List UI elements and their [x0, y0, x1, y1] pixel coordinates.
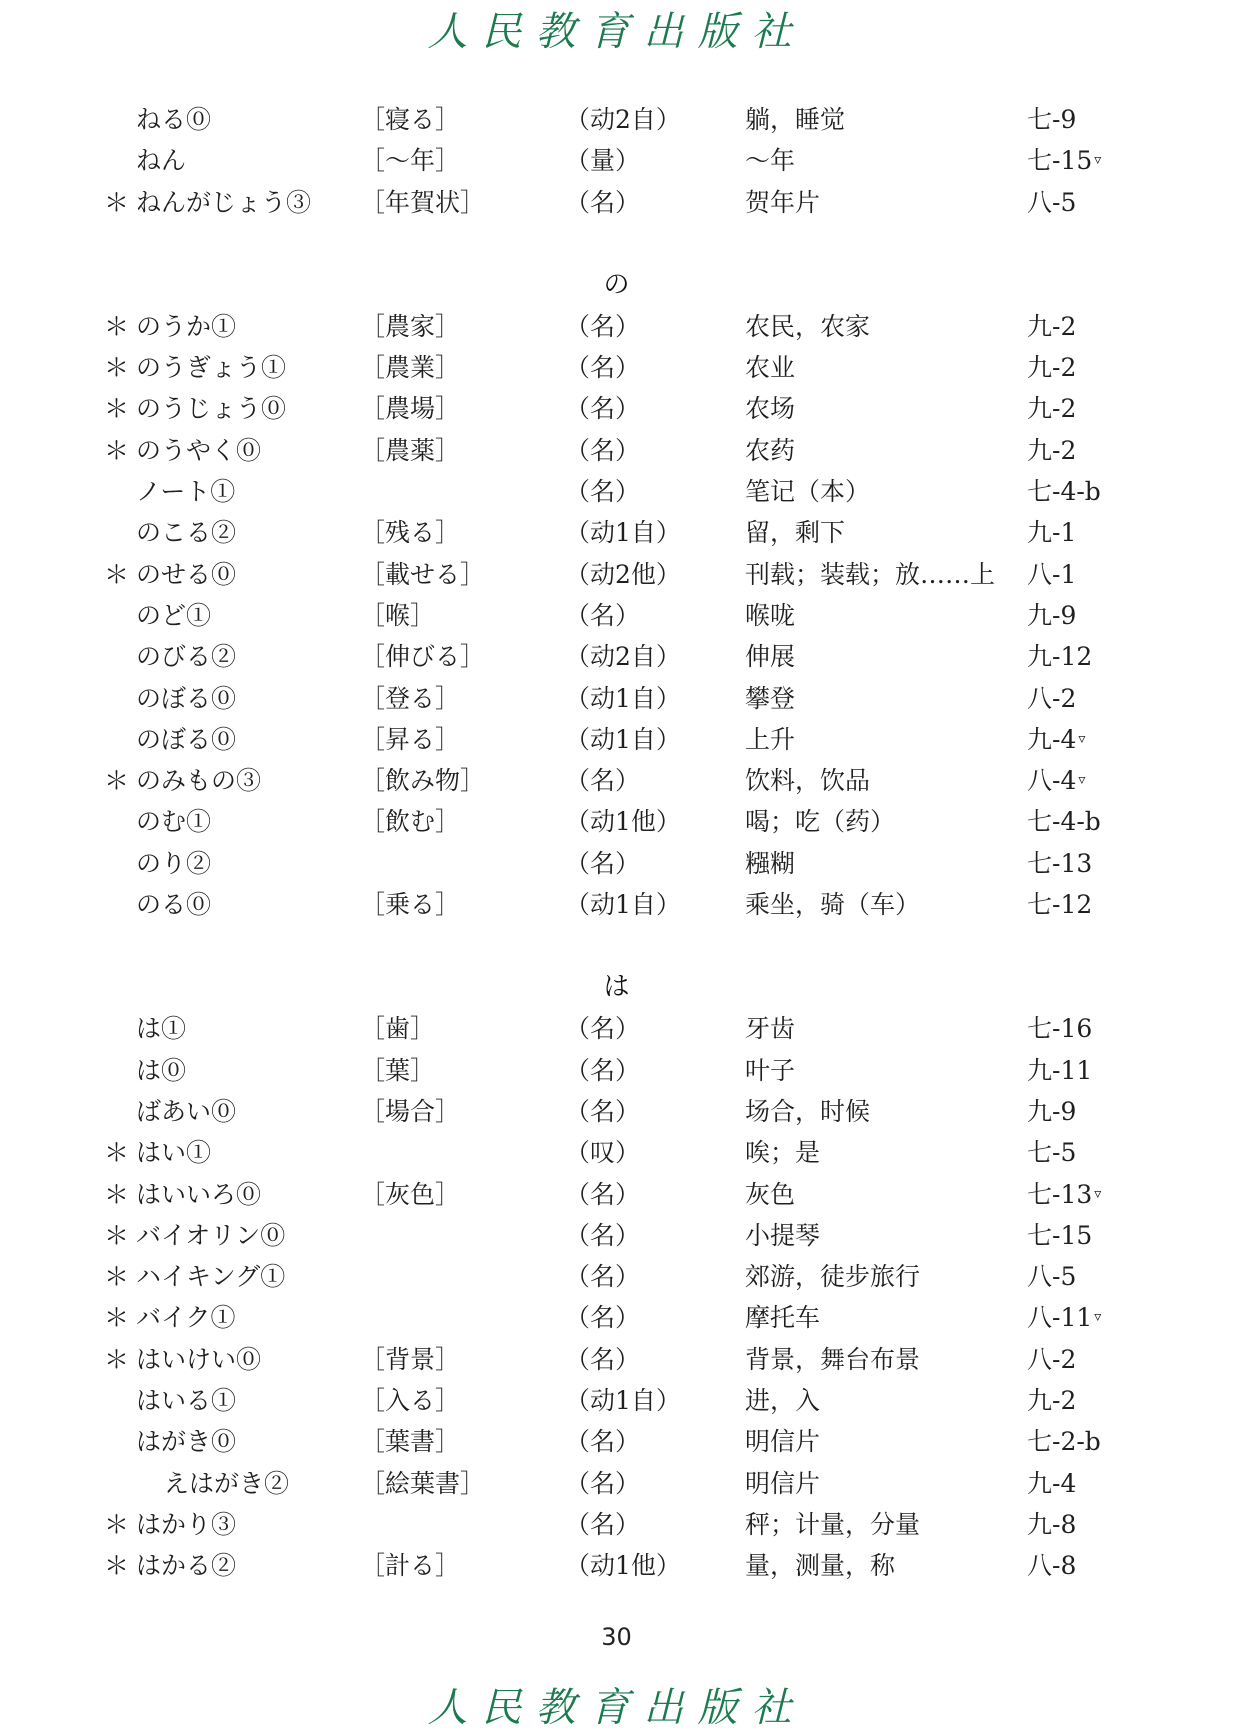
entry-part-of-speech: （名）	[565, 1014, 641, 1044]
entry-meaning: 明信片	[745, 1468, 821, 1498]
lesson-label: 八-8	[1027, 1551, 1077, 1581]
entry-part-of-speech: （名）	[565, 600, 641, 630]
glossary-entry	[0, 1008, 1233, 1049]
lesson-label: 七-13	[1027, 848, 1093, 878]
entry-lesson	[1027, 760, 1085, 801]
entry-part-of-speech: （动1自）	[565, 1386, 681, 1416]
glossary-entry	[0, 554, 1233, 595]
entry-meaning: 上升	[745, 724, 796, 754]
entry-meaning: 进，入	[745, 1386, 821, 1416]
entry-kanji: ［葉書］	[360, 1427, 461, 1457]
entry-part-of-speech: （动1自）	[565, 890, 681, 920]
entry-lesson	[1027, 1297, 1101, 1338]
entry-lesson	[1027, 843, 1092, 884]
triangle-mark-icon: ▿	[1094, 1185, 1102, 1202]
entry-meaning: 场合，时候	[745, 1096, 871, 1126]
entry-kanji: ［伸びる］	[360, 642, 486, 672]
new-word-marker: ＊	[104, 766, 130, 796]
glossary-entry	[0, 140, 1233, 181]
entry-lesson	[1027, 1008, 1092, 1049]
entry-kanji: ［乗る］	[360, 890, 461, 920]
section-heading: の	[603, 269, 630, 300]
entry-lesson	[1027, 99, 1076, 140]
entry-kanji: ［場合］	[360, 1096, 461, 1126]
entry-kanji: ［寝る］	[360, 105, 461, 134]
glossary-entry	[0, 678, 1233, 719]
entry-meaning: 量，测量，称	[745, 1551, 896, 1581]
glossary-entry	[0, 1339, 1233, 1380]
entry-kanji: ［絵葉書］	[360, 1468, 486, 1498]
entry-reading: ねん	[136, 146, 187, 176]
new-word-marker: ＊	[104, 394, 130, 424]
entry-meaning: 留，剩下	[745, 518, 846, 548]
entry-reading: はかる②	[136, 1551, 237, 1581]
entry-reading: ねんがじょう③	[136, 187, 312, 217]
entry-meaning: 笔记（本）	[745, 477, 871, 507]
new-word-marker: ＊	[104, 1509, 130, 1539]
entry-lesson	[1027, 182, 1076, 223]
lesson-label: 七-15	[1027, 1220, 1093, 1250]
entry-meaning: 明信片	[745, 1427, 821, 1457]
lesson-label: 八-11	[1027, 1303, 1093, 1333]
entry-part-of-speech: （名）	[565, 1509, 641, 1539]
glossary-entry	[0, 471, 1233, 512]
entry-reading: のうじょう⓪	[136, 394, 287, 424]
entry-part-of-speech: （名）	[565, 311, 641, 341]
lesson-label: 八-4	[1027, 766, 1077, 796]
lesson-label: 九-2	[1027, 311, 1077, 341]
lesson-label: 九-9	[1027, 1096, 1077, 1126]
entry-lesson	[1027, 471, 1101, 512]
glossary-entry	[0, 1091, 1233, 1132]
entry-meaning: 躺，睡觉	[745, 105, 846, 134]
entry-reading: のこる②	[136, 518, 237, 548]
entry-reading: ハイキング①	[136, 1262, 286, 1292]
entry-kanji: ［年賀状］	[360, 187, 486, 217]
lesson-label: 九-2	[1027, 353, 1077, 383]
entry-part-of-speech: （叹）	[565, 1138, 641, 1168]
entry-reading: はいけい⓪	[136, 1344, 262, 1374]
entry-lesson	[1027, 1380, 1076, 1421]
entry-meaning: 糨糊	[745, 848, 796, 878]
entry-reading: のみもの③	[136, 766, 262, 796]
entry-lesson	[1027, 595, 1076, 636]
section-gap	[0, 925, 1233, 967]
entry-reading: のうか①	[136, 311, 237, 341]
entry-lesson	[1027, 554, 1076, 595]
entry-kanji: ［喉］	[360, 600, 436, 630]
entry-lesson	[1027, 1545, 1076, 1586]
entry-meaning: 秤；计量，分量	[745, 1509, 921, 1539]
entry-lesson	[1027, 1091, 1076, 1132]
entry-kanji: ［飲み物］	[360, 766, 486, 796]
new-word-marker: ＊	[104, 435, 130, 465]
entry-meaning: 农药	[745, 435, 796, 465]
glossary-entry	[0, 636, 1233, 677]
entry-meaning: 农场	[745, 394, 796, 424]
entry-reading: は①	[136, 1014, 187, 1044]
new-word-marker: ＊	[104, 1551, 130, 1581]
entry-meaning: 叶子	[745, 1055, 796, 1085]
entry-lesson	[1027, 1339, 1076, 1380]
entry-meaning: 农业	[745, 353, 796, 383]
lesson-label: 九-11	[1027, 1055, 1093, 1085]
entry-reading: はがき⓪	[136, 1427, 237, 1457]
entry-part-of-speech: （动1自）	[565, 724, 681, 754]
lesson-label: 七-12	[1027, 890, 1093, 920]
entry-part-of-speech: （动1他）	[565, 1551, 681, 1581]
glossary-entry	[0, 1215, 1233, 1256]
entry-part-of-speech: （名）	[565, 848, 641, 878]
new-word-marker: ＊	[104, 559, 130, 589]
triangle-mark-icon: ▿	[1078, 730, 1086, 747]
glossary-entry	[0, 1174, 1233, 1215]
entry-lesson	[1027, 1132, 1076, 1173]
glossary-entry	[0, 347, 1233, 388]
entry-meaning: 喝；吃（药）	[745, 807, 896, 837]
lesson-label: 九-2	[1027, 435, 1077, 465]
glossary-entry	[0, 595, 1233, 636]
entry-part-of-speech: （量）	[565, 146, 641, 176]
entry-reading: のむ①	[136, 807, 212, 837]
entry-lesson	[1027, 347, 1076, 388]
entry-lesson	[1027, 884, 1092, 925]
new-word-marker: ＊	[104, 353, 130, 383]
entry-meaning: 灰色	[745, 1179, 796, 1209]
entry-kanji: ［農場］	[360, 394, 461, 424]
entry-part-of-speech: （名）	[565, 1055, 641, 1085]
entry-meaning: 牙齿	[745, 1014, 796, 1044]
entry-reading: バイク①	[136, 1303, 236, 1333]
lesson-label: 九-8	[1027, 1509, 1077, 1539]
lesson-label: 七-13	[1027, 1179, 1093, 1209]
lesson-label: 七-9	[1027, 105, 1077, 134]
entry-lesson	[1027, 678, 1076, 719]
lesson-label: 九-2	[1027, 394, 1077, 424]
entry-meaning: ～年	[745, 146, 796, 176]
glossary-entry	[0, 306, 1233, 347]
entry-kanji: ［昇る］	[360, 724, 461, 754]
entry-reading: はかり③	[136, 1509, 237, 1539]
lesson-label: 八-2	[1027, 1344, 1077, 1374]
entry-reading: はい①	[136, 1138, 212, 1168]
entry-reading: のびる②	[136, 642, 237, 672]
entry-lesson	[1027, 636, 1092, 677]
entry-meaning: 唉；是	[745, 1138, 821, 1168]
new-word-marker: ＊	[104, 1138, 130, 1168]
entry-lesson	[1027, 1256, 1076, 1297]
glossary-entry	[0, 843, 1233, 884]
new-word-marker: ＊	[104, 1303, 130, 1333]
glossary-entry	[0, 801, 1233, 842]
new-word-marker: ＊	[104, 1220, 130, 1250]
lesson-label: 九-2	[1027, 1386, 1077, 1416]
entry-kanji: ［背景］	[360, 1344, 461, 1374]
glossary-entry	[0, 1504, 1233, 1545]
lesson-label: 七-4-b	[1027, 477, 1101, 507]
entry-part-of-speech: （名）	[565, 394, 641, 424]
glossary-entry	[0, 99, 1233, 140]
entry-kanji: ［農薬］	[360, 435, 461, 465]
entry-kanji: ［灰色］	[360, 1179, 461, 1209]
glossary-entry	[0, 1297, 1233, 1338]
entry-reading: ねる⓪	[136, 105, 212, 134]
entry-part-of-speech: （名）	[565, 1179, 641, 1209]
publisher-logo-top: 人民教育出版社	[427, 9, 806, 55]
entry-reading: のど①	[136, 600, 212, 630]
lesson-label: 九-9	[1027, 600, 1077, 630]
entry-part-of-speech: （名）	[565, 1344, 641, 1374]
entry-part-of-speech: （名）	[565, 766, 641, 796]
new-word-marker: ＊	[104, 1344, 130, 1374]
new-word-marker: ＊	[104, 311, 130, 341]
entry-reading: ばあい⓪	[136, 1096, 237, 1126]
entry-lesson	[1027, 1215, 1092, 1256]
entry-meaning: 饮料，饮品	[745, 766, 871, 796]
entry-reading: のぼる⓪	[136, 724, 237, 754]
entry-part-of-speech: （动1他）	[565, 807, 681, 837]
lesson-label: 九-4	[1027, 724, 1077, 754]
entry-meaning: 贺年片	[745, 187, 821, 217]
entry-reading: のぼる⓪	[136, 683, 237, 713]
entry-meaning: 摩托车	[745, 1303, 821, 1333]
entry-kanji: ［農家］	[360, 311, 461, 341]
glossary-entry	[0, 430, 1233, 471]
entry-part-of-speech: （名）	[565, 1468, 641, 1498]
entry-lesson	[1027, 306, 1076, 347]
entry-meaning: 喉咙	[745, 600, 796, 630]
section-gap	[0, 223, 1233, 265]
entry-reading: は⓪	[136, 1055, 187, 1085]
entry-meaning: 背景，舞台布景	[745, 1344, 921, 1374]
glossary-entry	[0, 1463, 1233, 1504]
entry-lesson	[1027, 1504, 1076, 1545]
entry-part-of-speech: （动1自）	[565, 683, 681, 713]
page-number: 30	[601, 1623, 632, 1651]
glossary-entry	[0, 1132, 1233, 1173]
triangle-mark-icon: ▿	[1078, 772, 1086, 789]
entry-reading: のうぎょう①	[136, 353, 287, 383]
lesson-label: 九-1	[1027, 518, 1077, 548]
entry-reading: のり②	[136, 848, 212, 878]
entry-part-of-speech: （名）	[565, 1096, 641, 1126]
glossary-entry	[0, 760, 1233, 801]
glossary-entry	[0, 182, 1233, 223]
glossary-entry	[0, 884, 1233, 925]
entry-lesson	[1027, 1050, 1092, 1091]
entry-reading: バイオリン⓪	[136, 1220, 286, 1250]
entry-part-of-speech: （动1自）	[565, 518, 681, 548]
entry-lesson	[1027, 512, 1076, 553]
glossary-entry	[0, 719, 1233, 760]
entry-part-of-speech: （名）	[565, 1303, 641, 1333]
lesson-label: 八-5	[1027, 187, 1077, 217]
entry-part-of-speech: （名）	[565, 1220, 641, 1250]
lesson-label: 九-12	[1027, 642, 1093, 672]
entry-lesson	[1027, 719, 1085, 760]
glossary-entry	[0, 512, 1233, 553]
entry-part-of-speech: （名）	[565, 435, 641, 465]
entry-kanji: ［～年］	[360, 146, 461, 176]
lesson-label: 八-1	[1027, 559, 1077, 589]
new-word-marker: ＊	[104, 1262, 130, 1292]
entry-lesson	[1027, 388, 1076, 429]
entry-part-of-speech: （名）	[565, 1427, 641, 1457]
lesson-label: 七-16	[1027, 1014, 1093, 1044]
lesson-label: 九-4	[1027, 1468, 1077, 1498]
entry-lesson	[1027, 1421, 1101, 1462]
glossary-entry	[0, 388, 1233, 429]
entry-kanji: ［葉］	[360, 1055, 436, 1085]
entry-kanji: ［入る］	[360, 1386, 461, 1416]
entry-kanji: ［載せる］	[360, 559, 486, 589]
entry-meaning: 郊游，徒步旅行	[745, 1262, 921, 1292]
entry-part-of-speech: （动2自）	[565, 105, 681, 134]
entry-lesson	[1027, 140, 1101, 181]
entry-reading: のうやく⓪	[136, 435, 262, 465]
lesson-label: 八-5	[1027, 1262, 1077, 1292]
entry-part-of-speech: （动2自）	[565, 642, 681, 672]
glossary-entry	[0, 1421, 1233, 1462]
entry-meaning: 攀登	[745, 683, 796, 713]
glossary-entry	[0, 1380, 1233, 1421]
entry-kanji: ［計る］	[360, 1551, 461, 1581]
lesson-label: 七-4-b	[1027, 807, 1101, 837]
entry-kanji: ［登る］	[360, 683, 461, 713]
lesson-label: 七-15	[1027, 146, 1093, 176]
entry-reading: のる⓪	[136, 890, 212, 920]
lesson-label: 七-5	[1027, 1138, 1077, 1168]
entry-part-of-speech: （名）	[565, 1262, 641, 1292]
lesson-label: 八-2	[1027, 683, 1077, 713]
triangle-mark-icon: ▿	[1094, 152, 1102, 169]
entry-part-of-speech: （名）	[565, 353, 641, 383]
entry-kanji: ［飲む］	[360, 807, 461, 837]
entry-lesson	[1027, 1463, 1076, 1504]
glossary-entry	[0, 1256, 1233, 1297]
entry-meaning: 乘坐，骑（车）	[745, 890, 921, 920]
glossary-entry	[0, 1050, 1233, 1091]
new-word-marker: ＊	[104, 1179, 130, 1209]
new-word-marker: ＊	[104, 187, 130, 217]
entry-reading: ノート①	[136, 477, 236, 507]
entry-meaning: 小提琴	[745, 1220, 821, 1250]
glossary-list	[0, 99, 1233, 1587]
entry-lesson	[1027, 430, 1076, 471]
entry-kanji: ［歯］	[360, 1014, 436, 1044]
glossary-entry	[0, 1545, 1233, 1586]
entry-reading: はいる①	[136, 1386, 237, 1416]
entry-part-of-speech: （名）	[565, 477, 641, 507]
entry-meaning: 农民，农家	[745, 311, 871, 341]
entry-reading: はいいろ⓪	[136, 1179, 262, 1209]
entry-part-of-speech: （名）	[565, 187, 641, 217]
entry-lesson	[1027, 1174, 1101, 1215]
lesson-label: 七-2-b	[1027, 1427, 1101, 1457]
entry-reading: えはがき②	[164, 1468, 290, 1498]
entry-lesson	[1027, 801, 1101, 842]
entry-meaning: 伸展	[745, 642, 796, 672]
triangle-mark-icon: ▿	[1094, 1309, 1102, 1326]
entry-kanji: ［残る］	[360, 518, 461, 548]
entry-reading: のせる⓪	[136, 559, 237, 589]
publisher-logo-bottom: 人民教育出版社	[427, 1685, 806, 1731]
entry-meaning: 刊载；装载；放……上	[745, 559, 996, 589]
entry-kanji: ［農業］	[360, 353, 461, 383]
section-heading: は	[603, 972, 630, 1003]
entry-part-of-speech: （动2他）	[565, 559, 681, 589]
